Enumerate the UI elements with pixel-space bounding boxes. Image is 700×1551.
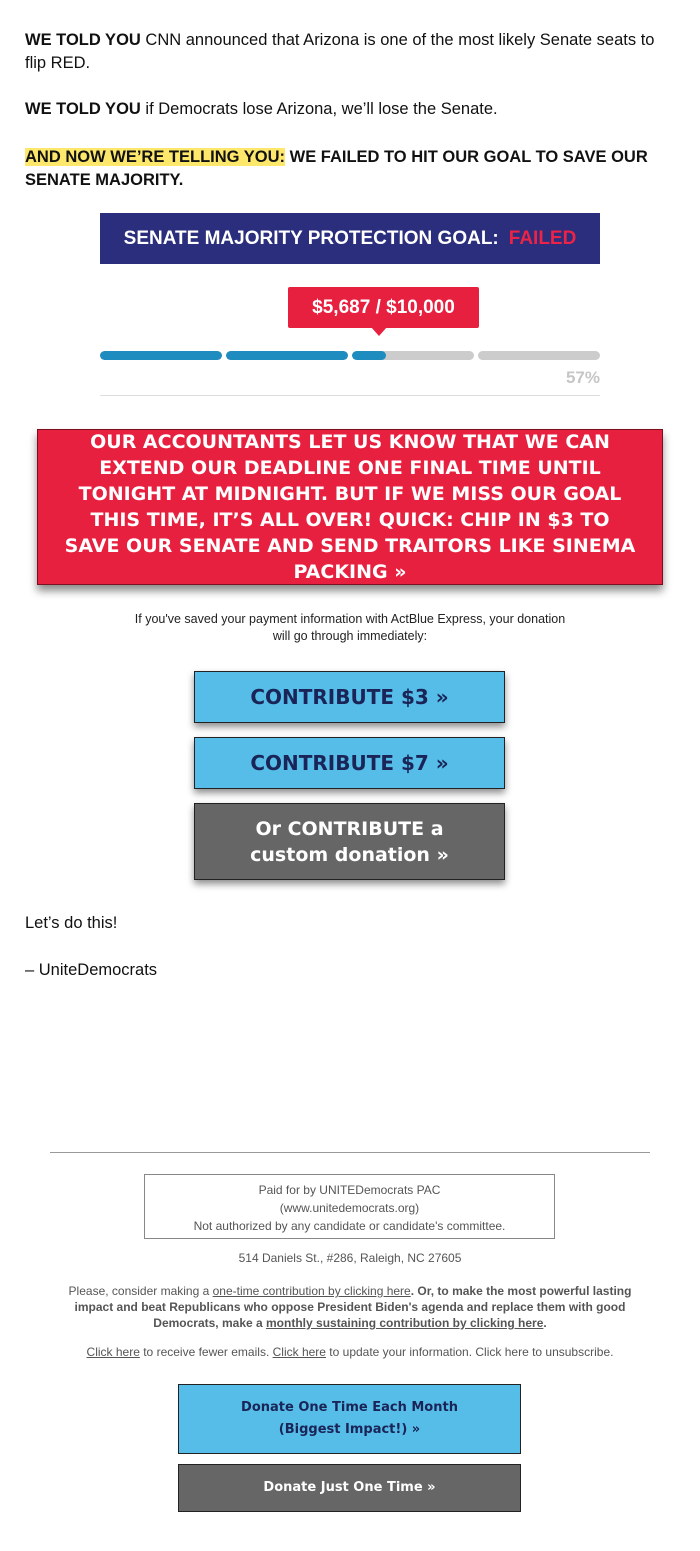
paid-line-3: Not authorized by any candidate or candidate's committee.	[193, 1219, 506, 1233]
actblue-note: If you've saved your payment information with ActBlue Express, your donation will go through immediately:	[134, 612, 566, 643]
paid-for-box	[144, 1174, 555, 1239]
intro-paragraph-2	[25, 98, 675, 121]
goal-status: FAILED	[508, 227, 577, 249]
paid-line-1: Paid for by UNITEDemocrats PAC	[258, 1183, 441, 1197]
unsubscribe-text: to update your information. Click here to unsubscribe.	[325, 1345, 614, 1359]
progress-divider	[100, 395, 600, 396]
progress-fill-3	[352, 351, 386, 360]
update-info-link[interactable]: Click here	[272, 1345, 326, 1359]
one-time-contribution-link[interactable]: one-time contribution by clicking here	[212, 1284, 411, 1298]
contribute-custom-label: Or CONTRIBUTE a custom donation »	[250, 817, 449, 866]
progress-fill-1	[100, 351, 222, 360]
appeal-end: .	[543, 1316, 547, 1330]
sign-off: Let’s do this!	[25, 914, 118, 932]
fewer-emails-link[interactable]: Click here	[86, 1345, 140, 1359]
fewer-emails-text: to receive fewer emails.	[139, 1345, 273, 1359]
contribute-7-label: CONTRIBUTE $7 »	[250, 751, 449, 775]
donate-monthly-label-2: (Biggest Impact!) »	[278, 1422, 421, 1437]
intro-paragraph-1	[25, 29, 675, 75]
intro-text-2: if Democrats lose Arizona, we’ll lose the Senate.	[140, 100, 498, 118]
progress-percent: 57%	[565, 368, 600, 387]
donate-monthly-button[interactable]	[178, 1384, 521, 1454]
intro-lead-2: WE TOLD YOU	[25, 100, 141, 118]
intro-text-3: WE FAILED TO HIT OUR GOAL TO SAVE OUR SENATE MAJORITY.	[25, 148, 648, 189]
progress-segment-3	[352, 351, 474, 360]
donate-once-label: Donate Just One Time »	[263, 1480, 436, 1495]
contribute-3-label: CONTRIBUTE $3 »	[250, 685, 449, 709]
goal-label: SENATE MAJORITY PROTECTION GOAL:	[123, 227, 499, 249]
donate-monthly-label-1: Donate One Time Each Month	[241, 1400, 458, 1415]
bubble-pointer	[371, 327, 387, 336]
monthly-contribution-link[interactable]: monthly sustaining contribution by clicking here	[266, 1316, 544, 1330]
intro-lead-1: WE TOLD YOU	[25, 31, 141, 49]
intro-text-1: CNN announced that Arizona is one of the most likely Senate seats to flip RED.	[25, 31, 655, 72]
goal-amount-bubble	[288, 287, 479, 328]
progress-segment-2	[226, 351, 348, 360]
contribute-custom-button[interactable]	[194, 803, 505, 880]
intro-paragraph-3	[25, 146, 675, 192]
contribute-3-button[interactable]	[194, 671, 505, 723]
contribution-appeal	[55, 1283, 645, 1331]
appeal-pre: Please, consider making a	[68, 1284, 213, 1298]
appeal-middle: . Or, to make the most powerful lasting impact and beat Republicans who oppose President Biden's agenda and replace them with good Democrats, make a	[74, 1284, 632, 1330]
contribute-7-button[interactable]	[194, 737, 505, 789]
progress-segment-4	[478, 351, 600, 360]
goal-amount: $5,687 / $10,000	[312, 296, 455, 318]
footer-divider	[50, 1152, 650, 1153]
donate-once-button[interactable]	[178, 1464, 521, 1512]
paid-line-2: (www.unitedemocrats.org)	[279, 1201, 420, 1215]
goal-banner	[100, 213, 600, 264]
highlighted-lead: AND NOW WE’RE TELLING YOU:	[25, 148, 286, 166]
signature: – UniteDemocrats	[25, 961, 158, 979]
progress-segment-1	[100, 351, 222, 360]
main-cta-label: OUR ACCOUNTANTS LET US KNOW THAT WE CAN EXTEND OUR DEADLINE ONE FINAL TIME UNTIL TONIGHT AT MIDNIGHT. BUT IF WE MISS OUR GOAL THIS TIME, IT’S ALL OVER! QUICK: CHIP IN $3 TO SAVE OUR SENATE AND SEND TRAITORS LIKE SINEMA PACKING »	[64, 431, 636, 583]
mailing-address: 514 Daniels St., #286, Raleigh, NC 27605	[238, 1251, 462, 1265]
progress-fill-2	[226, 351, 348, 360]
email-preferences	[0, 1345, 700, 1359]
main-cta-button[interactable]	[37, 429, 663, 585]
